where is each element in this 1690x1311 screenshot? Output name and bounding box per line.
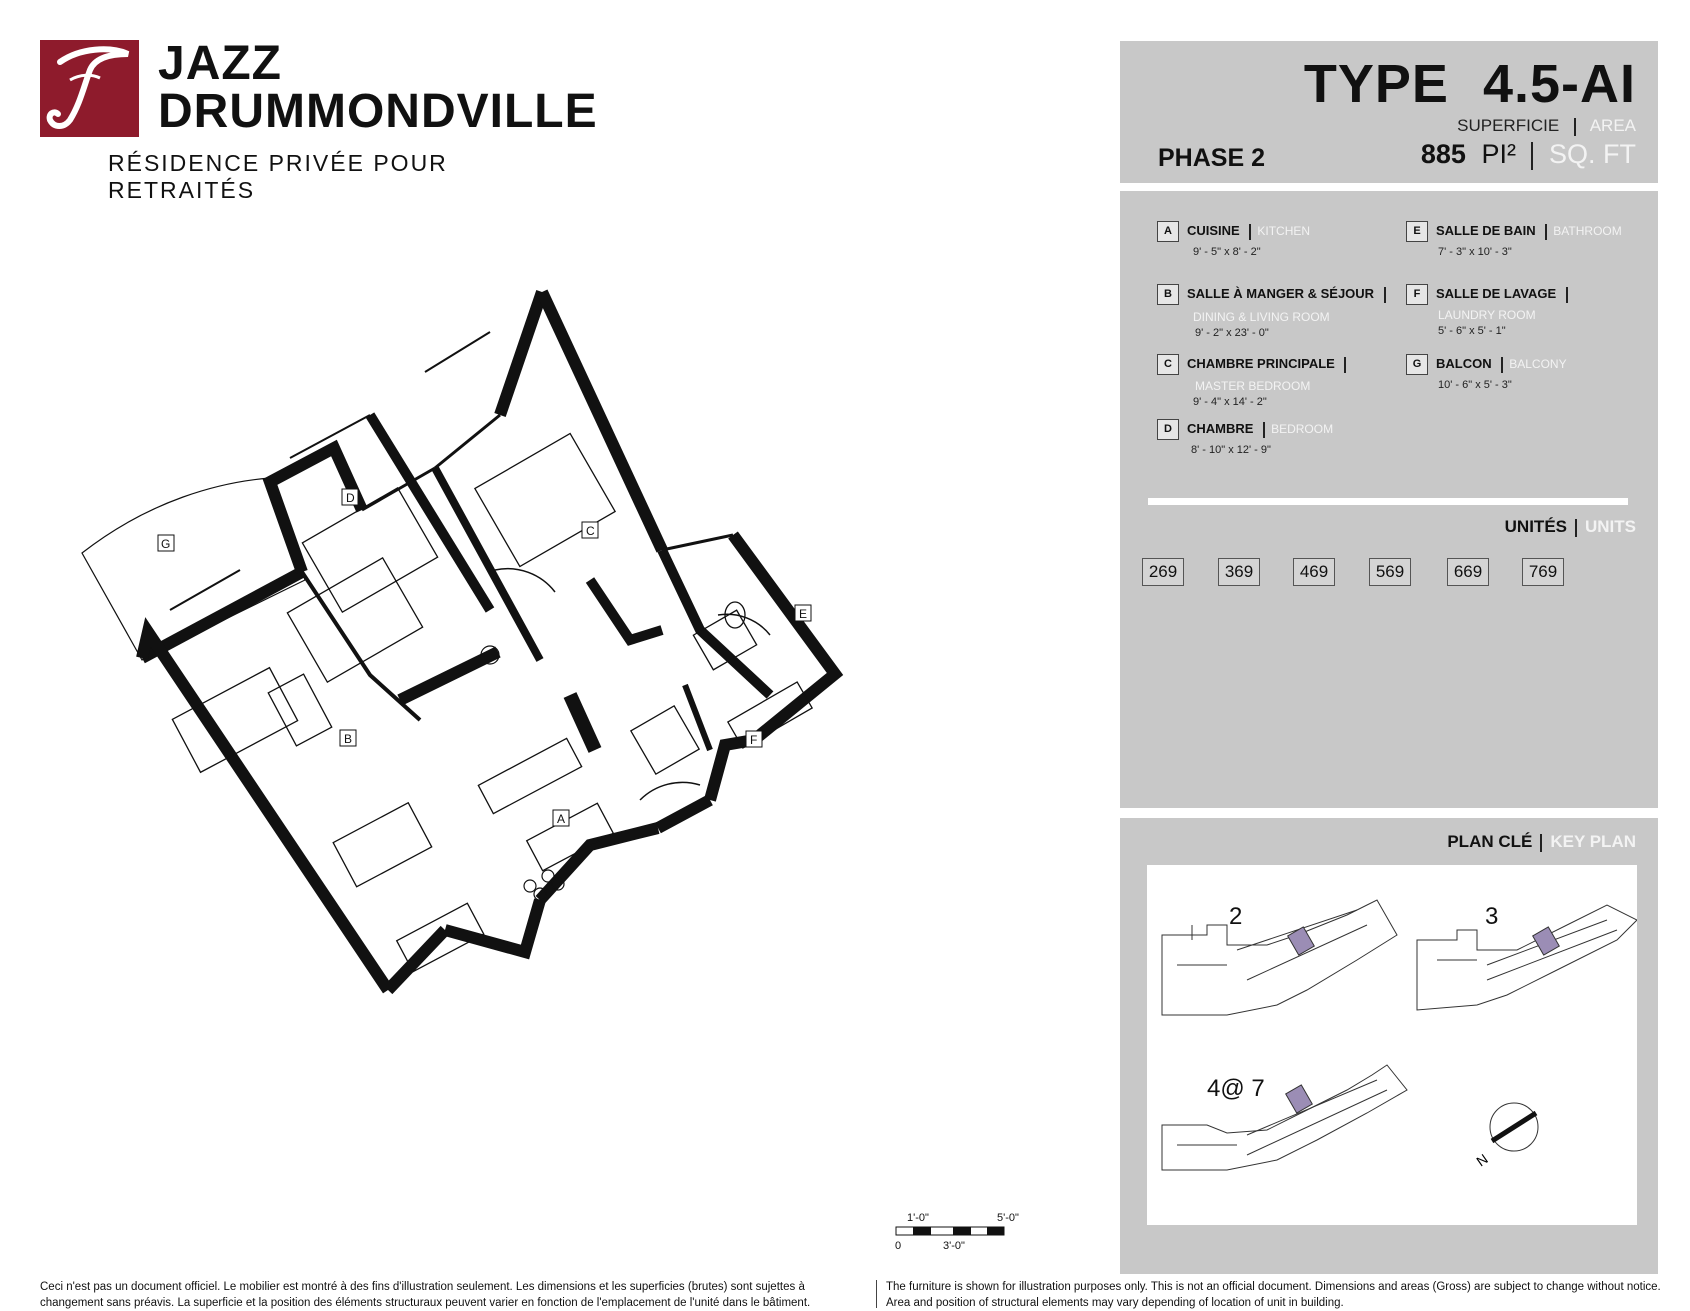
plan-label-b (340, 730, 356, 746)
area-unit-en: SQ. FT (1549, 139, 1636, 169)
type-code: 4.5-AI (1482, 54, 1636, 114)
footer-divider (876, 1280, 877, 1308)
logo (40, 37, 598, 203)
svg-text:D: D (346, 491, 355, 505)
disclaimer-en: The furniture is shown for illustration purposes only. This is not an official document. Dimensions and areas (Gross) are subject to change without notice. Area and position of structural elements may vary depending of location of unit in building. (886, 1281, 1661, 1309)
type-word: TYPE (1303, 54, 1449, 114)
unit-chip: 469 (1293, 558, 1335, 586)
title-panel (1120, 41, 1658, 183)
key-plan-map (1147, 865, 1637, 1225)
plan-label-d (342, 489, 358, 505)
area-unit-fr: PI² (1481, 139, 1516, 169)
unit-chip: 769 (1522, 558, 1564, 586)
svg-text:F: F (750, 733, 758, 747)
svg-text:N: N (1473, 1150, 1491, 1170)
unit-chip: 569 (1369, 558, 1411, 586)
room-g: G BALCON BALCONY 10' - 6" x 5' - 3" (1406, 354, 1567, 391)
room-b: B SALLE À MANGER & SÉJOUR DINING & LIVING ROOM 9' - 2" x 23' - 0" (1157, 284, 1392, 339)
plan-label-c (582, 522, 598, 538)
building-label: 2 (1229, 903, 1243, 930)
key-plan-panel (1120, 818, 1658, 1274)
unit-chip: 669 (1447, 558, 1489, 586)
unit-type (1304, 53, 1636, 115)
area-fr: SUPERFICIE (1457, 116, 1560, 135)
rooms-panel (1120, 191, 1658, 808)
logo-mark-icon (40, 40, 139, 137)
area-value: 885 (1420, 139, 1466, 169)
plan-label-f (746, 731, 762, 747)
unit-chip: 369 (1218, 558, 1260, 586)
room-e: E SALLE DE BAIN BATHROOM 7' - 3" x 10' - 3" (1406, 221, 1622, 258)
svg-text:A: A (557, 812, 566, 826)
plan-label-a (553, 810, 569, 826)
phase-label: PHASE 2 (1158, 144, 1265, 172)
area-en: AREA (1589, 116, 1636, 135)
svg-text:E: E (799, 607, 808, 621)
area-heading (1457, 116, 1636, 136)
room-a: A CUISINE KITCHEN 9' - 5" x 8' - 2" (1157, 221, 1310, 258)
room-d: D CHAMBRE BEDROOM 8' - 10" x 12' - 9" (1157, 419, 1333, 456)
room-c: C CHAMBRE PRINCIPALE MASTER BEDROOM 9' - 4" x 14' - 2" (1157, 354, 1352, 408)
scale-bar: 1'-0" 5'-0" 0 3'-0" (895, 1212, 1019, 1252)
area-value-row (1421, 139, 1636, 170)
units-heading: UNITÉS UNITS (1504, 517, 1636, 536)
room-f: F SALLE DE LAVAGE LAUNDRY ROOM 5' - 6" x 5' - 1" (1406, 284, 1574, 337)
building-label: 4@ 7 (1207, 1075, 1265, 1102)
divider (1148, 498, 1628, 505)
unit-chip: 269 (1142, 558, 1184, 586)
building-label: 3 (1485, 903, 1499, 930)
plan-label-g (158, 535, 174, 551)
svg-text:C: C (586, 524, 595, 538)
key-plan-buildings (1147, 865, 1637, 1225)
svg-text:B: B (344, 732, 353, 746)
compass-icon (1473, 1103, 1538, 1169)
brand-name-line2: DRUMMONDVILLE (158, 85, 598, 138)
brand-tagline: RÉSIDENCE PRIVÉE POUR RETRAITÉS (108, 150, 448, 203)
floor-plan (70, 280, 1030, 1100)
brand-name-line1: JAZZ (158, 37, 282, 90)
disclaimer-fr: Ceci n'est pas un document officiel. Le mobilier est montré à des fins d'illustration seulement. Les dimensions et les superficies (brutes) sont sujettes à changement sans préavis. La superficie et la position des éléments structuraux peuvent varier en fonction de l'emplacement de l'unité dans le bâtiment. (40, 1281, 811, 1309)
svg-text:G: G (161, 537, 171, 551)
key-plan-heading: PLAN CLÉ KEY PLAN (1447, 832, 1636, 851)
plan-label-e (795, 605, 811, 621)
